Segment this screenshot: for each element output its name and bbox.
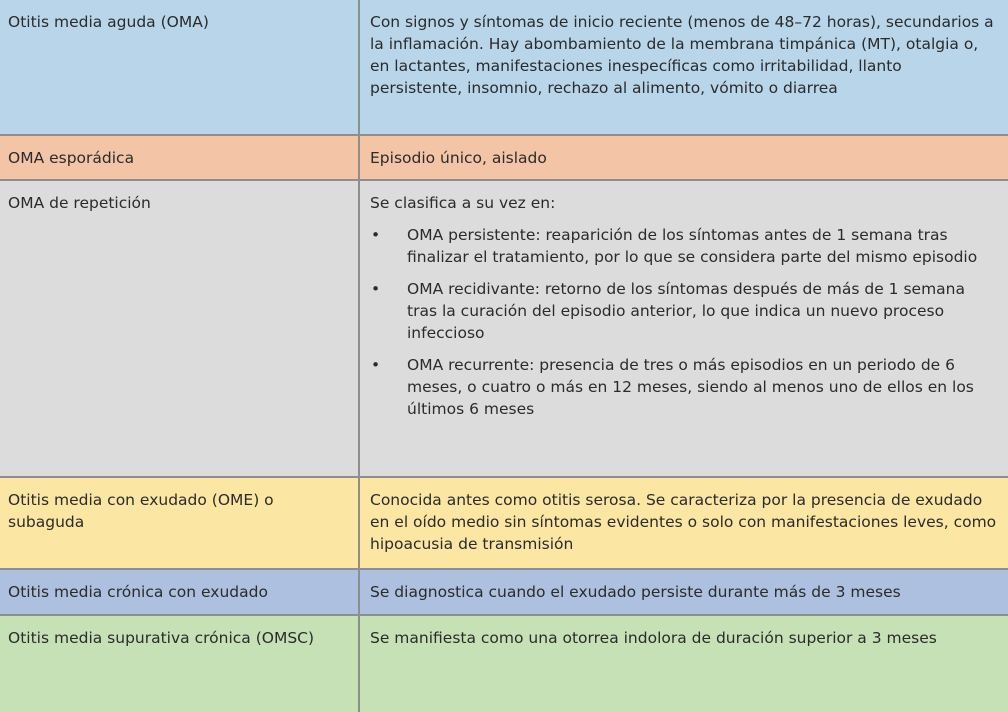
term-cell (0, 478, 360, 568)
definition-cell (360, 0, 1008, 134)
table-row (0, 616, 1008, 712)
term-label: Otitis media supurativa crónica (OMSC) (8, 629, 315, 647)
table-row (0, 136, 1008, 181)
table-row (0, 570, 1008, 616)
term-cell (0, 136, 360, 179)
definition-text: Episodio único, aislado (370, 149, 547, 167)
term-label: Otitis media crónica con exudado (8, 583, 268, 601)
term-label: Otitis media con exudado (OME) o subaguda (8, 491, 274, 531)
definition-text: Con signos y síntomas de inicio reciente (menos de 48–72 horas), secundarios a la inflamación. Hay abombamiento de la membrana timpánica (MT), otalgia o, en lactantes, manifestaciones inespecíficas como irritabilidad, llanto persistente, insomnio, rechazo al alimento, vómito o diarrea (370, 13, 994, 97)
term-cell (0, 181, 360, 476)
definition-text: Se manifiesta como una otorrea indolora de duración superior a 3 meses (370, 629, 937, 647)
term-cell (0, 0, 360, 134)
subtype-item-recurrente: • OMA recurrente: presencia de tres o más episodios en un periodo de 6 meses, o cuatro o más en 12 meses, siendo al menos uno de ellos en los últimos 6 meses (370, 354, 998, 420)
definition-text: Se clasifica a su vez en: (370, 194, 556, 212)
definition-cell (360, 616, 1008, 712)
definition-cell (360, 136, 1008, 179)
term-label: OMA de repetición (8, 194, 151, 212)
definition-cell (360, 181, 1008, 476)
definition-text: Se diagnostica cuando el exudado persiste durante más de 3 meses (370, 583, 901, 601)
term-label: OMA esporádica (8, 149, 135, 167)
subtype-list (370, 224, 998, 420)
subtype-item-persistente: • OMA persistente: reaparición de los síntomas antes de 1 semana tras finalizar el tratamiento, por lo que se considera parte del mismo episodio (370, 224, 998, 268)
term-cell (0, 570, 360, 614)
definition-cell (360, 570, 1008, 614)
table-row (0, 181, 1008, 478)
term-label: Otitis media aguda (OMA) (8, 13, 209, 31)
term-cell (0, 616, 360, 712)
table-row (0, 478, 1008, 570)
table-row (0, 0, 1008, 136)
definition-text: Conocida antes como otitis serosa. Se caracteriza por la presencia de exudado en el oído medio sin síntomas evidentes o solo con manifestaciones leves, como hipoacusia de transmisión (370, 491, 997, 553)
definition-cell (360, 478, 1008, 568)
subtype-item-recidivante: • OMA recidivante: retorno de los síntomas después de más de 1 semana tras la curación del episodio anterior, lo que indica un nuevo proceso infeccioso (370, 278, 998, 344)
